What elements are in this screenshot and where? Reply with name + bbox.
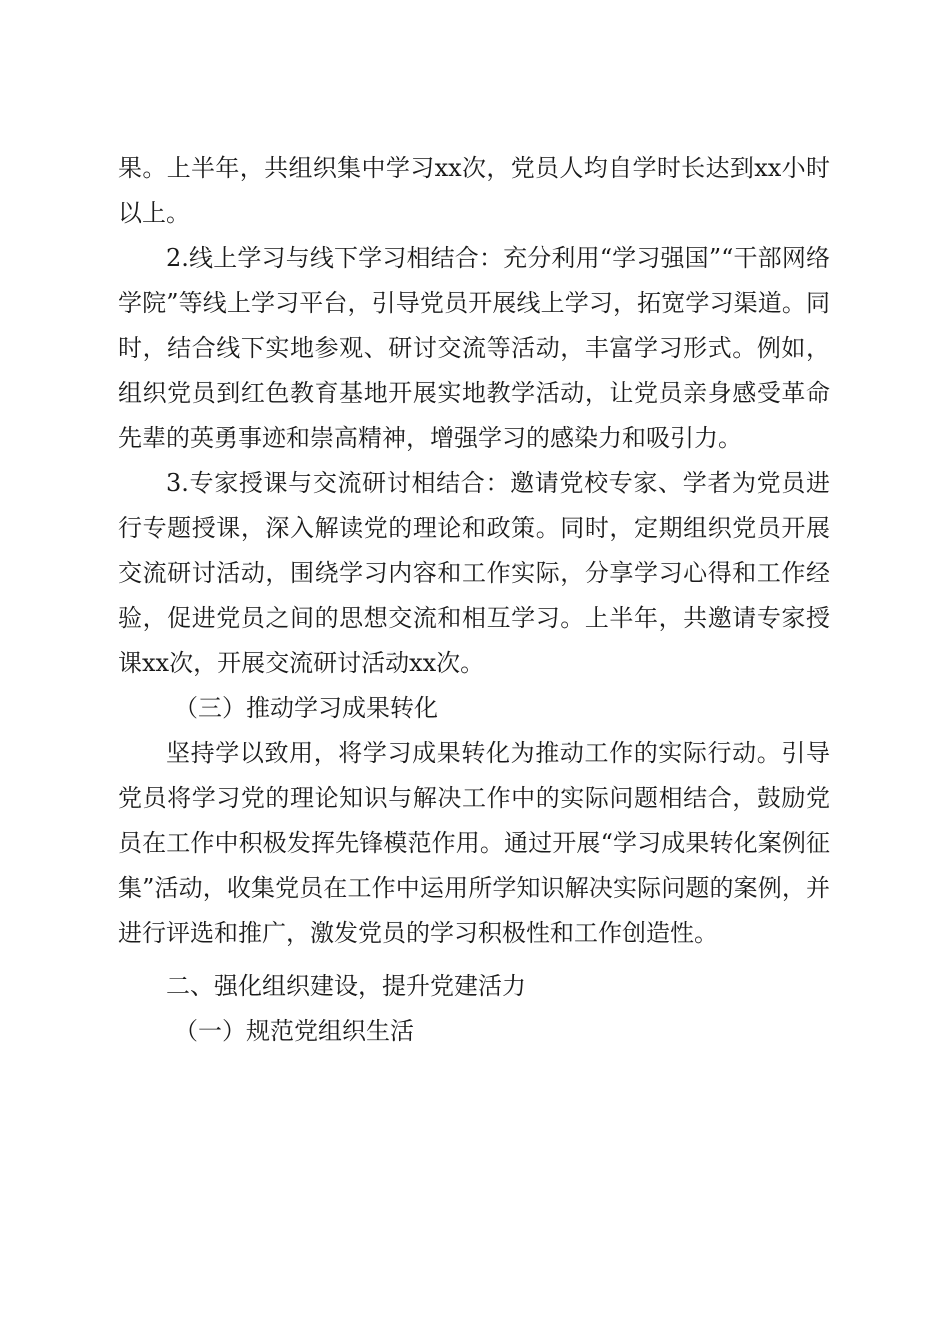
subheading-promote-learning-results: （三）推动学习成果转化 — [174, 694, 438, 722]
section-heading-organization: 二、强化组织建设，提升党建活力 — [166, 972, 526, 1000]
document-body — [118, 146, 830, 1054]
paragraph-continued: 果。上半年，共组织集中学习xx次，党员人均自学时长达到xx小时以上。 — [118, 154, 830, 227]
paragraph-item-2: 2.线上学习与线下学习相结合：充分利用“学习强国”“干部网络学院”等线上学习平台，引导党员开展线上学习，拓宽学习渠道。同时，结合线下实地参观、研讨交流等活动，丰富学习形式。例如，组织党员到红色教育基地开展实地教学活动，让党员亲身感受革命先辈的英勇事迹和崇高精神，增强学习的感染力和吸引力。 — [118, 244, 830, 452]
subheading-regulate-party-life: （一）规范党组织生活 — [174, 1017, 414, 1045]
paragraph-item-3: 3.专家授课与交流研讨相结合：邀请党校专家、学者为党员进行专题授课，深入解读党的理论和政策。同时，定期组织党员开展交流研讨活动，围绕学习内容和工作实际，分享学习心得和工作经验，促进党员之间的思想交流和相互学习。上半年，共邀请专家授课xx次，开展交流研讨活动xx次。 — [118, 469, 830, 677]
paragraph-learning-results: 坚持学以致用，将学习成果转化为推动工作的实际行动。引导党员将学习党的理论知识与解决工作中的实际问题相结合，鼓励党员在工作中积极发挥先锋模范作用。通过开展“学习成果转化案例征集”活动，收集党员在工作中运用所学知识解决实际问题的案例，并进行评选和推广，激发党员的学习积极性和工作创造性。 — [118, 739, 830, 947]
